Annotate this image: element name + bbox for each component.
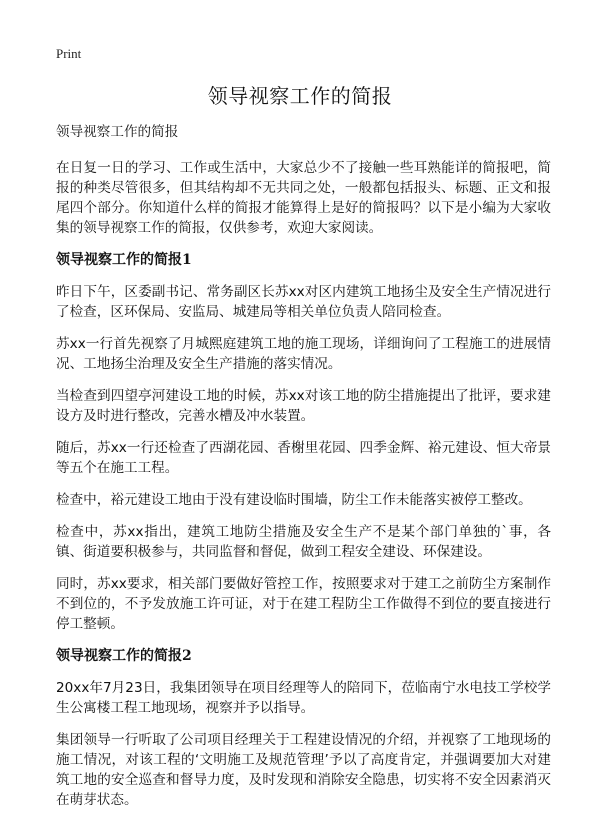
paragraph: 检查中，裕元建设工地由于没有建设临时围墙，防尘工作未能落实被停工整改。 (56, 492, 532, 508)
paragraph: 昨日下午，区委副书记、常务副区长苏xx对区内建筑工地扬尘及安全生产情况进行了检查，区环保局、安监局、城建局等相关单位负责人陪同检查。 (56, 284, 551, 320)
paragraph: 集团领导一行听取了公司项目经理关于工程建设情况的介绍，并视察了工地现场的施工情况，对该工程的‘文明施工及规范管理’予以了高度肯定，并强调要加大对建筑工地的安全巡查和督导力度，及时发现和消除安全隐患，切实将不安全因素消灭在萌芽状态。 (56, 732, 551, 808)
print-link[interactable]: Print (56, 46, 82, 61)
section-heading-2: 领导视察工作的简报2 (56, 648, 192, 664)
document-subtitle: 领导视察工作的简报 (56, 124, 179, 140)
paragraph: 随后，苏xx一行还检查了西湖花园、香榭里花园、四季金辉、裕元建设、恒大帝景等五个在施工工程。 (56, 440, 551, 476)
paragraph: 20xx年7月23日，我集团领导在项目经理等人的陪同下，莅临南宁水电技工学校学生公寓楼工程工地现场，视察并予以指导。 (56, 680, 551, 716)
page-title: 领导视察工作的简报 (207, 84, 393, 108)
section-heading-1: 领导视察工作的简报1 (56, 252, 192, 268)
paragraph: 同时，苏xx要求，相关部门要做好管控工作，按照要求对于建工之前防尘方案制作不到位的，不予发放施工许可证，对于在建工程防尘工作做得不到位的要直接进行停工整顿。 (56, 576, 551, 632)
paragraph: 当检查到四望亭河建设工地的时候，苏xx对该工地的防尘措施提出了批评，要求建设方及时进行整改，完善水槽及冲水装置。 (56, 388, 551, 424)
document-body (56, 122, 551, 822)
paragraph: 检查中，苏xx指出，建筑工地防尘措施及安全生产不是某个部门单独的`事，各镇、街道要积极参与，共同监督和督促，做到工程安全建设、环保建设。 (56, 524, 551, 560)
paragraph: 苏xx一行首先视察了月城熙庭建筑工地的施工现场，详细询问了工程施工的进展情况、工地扬尘治理及安全生产措施的落实情况。 (56, 336, 551, 372)
intro-paragraph: 在日复一日的学习、工作或生活中，大家总少不了接触一些耳熟能详的简报吧，简报的种类尽管很多，但其结构却不无共同之处，一般都包括报头、标题、正文和报尾四个部分。你知道什么样的简报才能算得上是好的简报吗？以下是小编为大家收集的领导视察工作的简报，仅供参考，欢迎大家阅读。 (56, 160, 551, 236)
